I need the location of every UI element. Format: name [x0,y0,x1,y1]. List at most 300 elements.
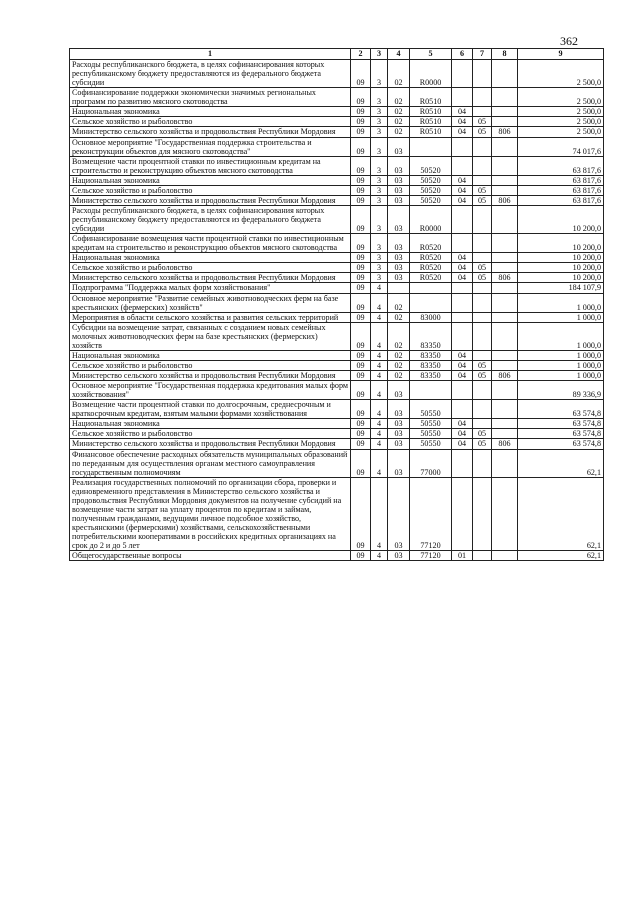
code-col-4: 02 [388,360,410,370]
code-col-4: 02 [388,88,410,107]
code-col-6: 04 [452,263,473,273]
code-col-6: 04 [452,195,473,205]
code-col-3: 3 [371,234,388,253]
code-col-5: 83350 [410,322,452,350]
code-col-6: 04 [452,273,473,283]
row-name: Сельское хозяйство и рыболовство [70,429,351,439]
code-col-7 [473,400,492,419]
code-col-6 [452,449,473,477]
code-col-4: 03 [388,195,410,205]
code-col-6: 04 [452,175,473,185]
code-col-3: 3 [371,60,388,88]
row-sum: 1 000,0 [518,371,604,381]
code-col-4: 02 [388,312,410,322]
code-col-7: 05 [473,127,492,137]
code-col-2: 09 [351,419,371,429]
code-col-5: 50520 [410,195,452,205]
code-col-2: 09 [351,175,371,185]
table-row [70,253,604,263]
code-col-2: 09 [351,205,371,233]
code-col-6: 04 [452,185,473,195]
code-col-5: 50520 [410,185,452,195]
row-name: Национальная экономика [70,419,351,429]
code-col-3: 4 [371,381,388,400]
code-col-4: 03 [388,381,410,400]
code-col-4: 02 [388,350,410,360]
row-sum: 74 017,6 [518,137,604,156]
code-col-5 [410,137,452,156]
code-col-8: 806 [492,195,518,205]
code-col-2: 09 [351,312,371,322]
code-col-5: 50520 [410,156,452,175]
code-col-8 [492,449,518,477]
row-name: Возмещение части процентной ставки по долгосрочным, среднесрочным и краткосрочным кредитам, взятым малыми формами хозяйствования [70,400,351,419]
code-col-5 [410,293,452,312]
code-col-4: 02 [388,127,410,137]
code-col-6 [452,312,473,322]
code-col-7 [473,322,492,350]
code-col-6: 04 [452,360,473,370]
code-col-2: 09 [351,360,371,370]
code-col-4: 03 [388,205,410,233]
code-col-3: 4 [371,439,388,449]
table-row [70,60,604,88]
code-col-3: 3 [371,253,388,263]
code-col-3: 3 [371,175,388,185]
row-sum: 63 817,6 [518,195,604,205]
row-name: Расходы республиканского бюджета, в целях софинансирования которых республиканскому бюджету предоставляются из федерального бюджета субсидии [70,205,351,233]
code-col-7 [473,449,492,477]
row-sum: 10 200,0 [518,263,604,273]
code-col-5: R0510 [410,88,452,107]
code-col-2: 09 [351,381,371,400]
row-sum: 63 574,8 [518,439,604,449]
header-col-9: 9 [518,49,604,60]
row-name: Реализация государственных полномочий по организации сбора, проверки и единовременного представления в Министерство сельского хозяйства и продовольствия Республики Мордовия документов на получение субсидий на возмещение части затрат на уплату процентов по кредитам и займам, полученным гражданами, ведущими личное подсобное хозяйство, крестьянскими (фермерскими) хозяйствами, сельскохозяйственными потребительскими кооперативами в российских кредитных организациях на срок до 2 и до 5 лет [70,477,351,551]
code-col-8 [492,137,518,156]
code-col-8 [492,60,518,88]
table-row [70,205,604,233]
code-col-3: 4 [371,371,388,381]
table-row [70,360,604,370]
row-sum: 63 574,8 [518,429,604,439]
code-col-8 [492,117,518,127]
row-name: Министерство сельского хозяйства и продовольствия Республики Мордовия [70,371,351,381]
table-row [70,429,604,439]
code-col-6 [452,477,473,551]
code-col-6 [452,60,473,88]
row-name: Подпрограмма "Поддержка малых форм хозяйствования" [70,283,351,293]
row-sum: 63 574,8 [518,400,604,419]
code-col-7 [473,312,492,322]
code-col-4: 03 [388,185,410,195]
code-col-7: 05 [473,185,492,195]
code-col-5 [410,381,452,400]
code-col-4: 03 [388,429,410,439]
code-col-4: 03 [388,156,410,175]
table-row [70,185,604,195]
code-col-3: 3 [371,273,388,283]
code-col-4: 03 [388,175,410,185]
code-col-8: 806 [492,273,518,283]
code-col-5: 83350 [410,371,452,381]
code-col-8 [492,293,518,312]
code-col-7 [473,253,492,263]
table-row [70,477,604,551]
code-col-3: 3 [371,156,388,175]
row-name: Сельское хозяйство и рыболовство [70,263,351,273]
code-col-5: 77000 [410,449,452,477]
code-col-3: 4 [371,360,388,370]
code-col-6 [452,322,473,350]
code-col-2: 09 [351,127,371,137]
code-col-2: 09 [351,283,371,293]
row-name: Сельское хозяйство и рыболовство [70,117,351,127]
row-sum: 2 500,0 [518,127,604,137]
code-col-5: R0000 [410,205,452,233]
table-row [70,117,604,127]
code-col-7 [473,234,492,253]
code-col-8 [492,400,518,419]
code-col-7 [473,293,492,312]
code-col-4: 02 [388,293,410,312]
code-col-7: 05 [473,371,492,381]
code-col-8 [492,253,518,263]
code-col-5: R0520 [410,234,452,253]
row-sum: 10 200,0 [518,234,604,253]
row-name: Сельское хозяйство и рыболовство [70,360,351,370]
code-col-5: 50550 [410,400,452,419]
code-col-6 [452,283,473,293]
code-col-8 [492,156,518,175]
code-col-2: 09 [351,371,371,381]
table-row [70,322,604,350]
table-row [70,439,604,449]
code-col-5: 77120 [410,551,452,561]
code-col-7 [473,156,492,175]
table-row [70,419,604,429]
header-col-7: 7 [473,49,492,60]
row-name: Основное мероприятие "Государственная поддержка строительства и реконструкции объектов для мясного скотоводства" [70,137,351,156]
code-col-5: 50550 [410,419,452,429]
row-name: Финансовое обеспечение расходных обязательств муниципальных образований по переданным для осуществления органам местного самоуправления государственным полномочиям [70,449,351,477]
table-row [70,88,604,107]
code-col-4: 03 [388,477,410,551]
row-name: Национальная экономика [70,107,351,117]
code-col-2: 09 [351,322,371,350]
code-col-6 [452,381,473,400]
row-name: Мероприятия в области сельского хозяйства и развития сельских территорий [70,312,351,322]
code-col-2: 09 [351,137,371,156]
row-name: Расходы республиканского бюджета, в целях софинансирования которых республиканскому бюджету предоставляются из федерального бюджета субсидии [70,60,351,88]
code-col-3: 4 [371,283,388,293]
code-col-7 [473,283,492,293]
code-col-4: 03 [388,400,410,419]
row-sum: 89 336,9 [518,381,604,400]
code-col-7 [473,88,492,107]
row-name: Основное мероприятие "Государственная поддержка кредитования малых форм хозяйствования" [70,381,351,400]
code-col-2: 09 [351,263,371,273]
table-row [70,195,604,205]
code-col-3: 3 [371,137,388,156]
page-number: 362 [560,34,578,48]
code-col-6: 04 [452,371,473,381]
code-col-6: 04 [452,253,473,263]
row-name: Национальная экономика [70,175,351,185]
code-col-5: R0520 [410,273,452,283]
row-sum: 62,1 [518,551,604,561]
row-name: Министерство сельского хозяйства и продовольствия Республики Мордовия [70,127,351,137]
code-col-7: 05 [473,117,492,127]
code-col-2: 09 [351,234,371,253]
header-col-2: 2 [351,49,371,60]
table-row [70,273,604,283]
row-sum: 63 574,8 [518,419,604,429]
code-col-6 [452,293,473,312]
code-col-5: R0520 [410,263,452,273]
code-col-2: 09 [351,195,371,205]
code-col-2: 09 [351,185,371,195]
code-col-7 [473,60,492,88]
table-row [70,156,604,175]
code-col-7 [473,175,492,185]
code-col-6: 04 [452,117,473,127]
code-col-5: 83350 [410,350,452,360]
code-col-7 [473,205,492,233]
table-row [70,234,604,253]
row-name: Национальная экономика [70,253,351,263]
row-sum: 63 817,6 [518,175,604,185]
row-name: Субсидии на возмещение затрат, связанных с созданием новых семейных молочных животноводческих ферм на базе крестьянских (фермерских) хозяйств [70,322,351,350]
header-col-8: 8 [492,49,518,60]
budget-table [69,48,604,561]
code-col-2: 09 [351,273,371,283]
table-row [70,449,604,477]
code-col-7 [473,381,492,400]
table-row [70,263,604,273]
code-col-8 [492,107,518,117]
code-col-8 [492,88,518,107]
code-col-7 [473,551,492,561]
code-col-4 [388,283,410,293]
code-col-6: 04 [452,419,473,429]
code-col-5: 50550 [410,429,452,439]
code-col-4: 03 [388,253,410,263]
code-col-3: 3 [371,195,388,205]
code-col-6: 04 [452,429,473,439]
table-body [70,60,604,561]
table-row [70,293,604,312]
row-sum: 63 817,6 [518,185,604,195]
code-col-6 [452,156,473,175]
row-sum: 62,1 [518,477,604,551]
code-col-8 [492,429,518,439]
code-col-2: 09 [351,88,371,107]
table-row [70,551,604,561]
code-col-3: 3 [371,117,388,127]
row-name: Министерство сельского хозяйства и продовольствия Республики Мордовия [70,273,351,283]
row-name: Национальная экономика [70,350,351,360]
code-col-2: 09 [351,551,371,561]
code-col-5: 50520 [410,175,452,185]
row-sum: 1 000,0 [518,322,604,350]
code-col-7 [473,477,492,551]
code-col-4: 02 [388,322,410,350]
code-col-6: 04 [452,350,473,360]
code-col-6 [452,400,473,419]
row-sum: 2 500,0 [518,107,604,117]
row-name: Сельское хозяйство и рыболовство [70,185,351,195]
table-row [70,137,604,156]
table-row [70,381,604,400]
code-col-8 [492,283,518,293]
code-col-3: 4 [371,293,388,312]
code-col-6: 04 [452,107,473,117]
code-col-4: 02 [388,117,410,127]
code-col-2: 09 [351,107,371,117]
code-col-5: 83350 [410,360,452,370]
row-sum: 2 500,0 [518,60,604,88]
code-col-2: 09 [351,429,371,439]
code-col-4: 02 [388,371,410,381]
code-col-7: 05 [473,360,492,370]
code-col-3: 4 [371,419,388,429]
code-col-8 [492,551,518,561]
code-col-4: 03 [388,449,410,477]
code-col-3: 4 [371,322,388,350]
row-sum: 10 200,0 [518,253,604,263]
code-col-7: 05 [473,439,492,449]
table-row [70,283,604,293]
row-name: Софинансирование возмещения части процентной ставки по инвестиционным кредитам на строительство и реконструкцию объектов мясного скотоводства [70,234,351,253]
code-col-5: R0000 [410,60,452,88]
code-col-8 [492,419,518,429]
row-sum: 63 817,6 [518,156,604,175]
code-col-3: 4 [371,350,388,360]
code-col-3: 3 [371,185,388,195]
code-col-2: 09 [351,477,371,551]
row-sum: 62,1 [518,449,604,477]
code-col-2: 09 [351,156,371,175]
code-col-3: 3 [371,205,388,233]
code-col-3: 3 [371,107,388,117]
header-col-6: 6 [452,49,473,60]
code-col-4: 03 [388,263,410,273]
table-row [70,175,604,185]
code-col-3: 4 [371,551,388,561]
code-col-6 [452,234,473,253]
code-col-3: 4 [371,477,388,551]
code-col-7: 05 [473,429,492,439]
row-name: Министерство сельского хозяйства и продовольствия Республики Мордовия [70,439,351,449]
code-col-5: R0510 [410,117,452,127]
row-sum: 2 500,0 [518,88,604,107]
code-col-4: 02 [388,60,410,88]
code-col-3: 4 [371,400,388,419]
code-col-3: 4 [371,429,388,439]
header-col-5: 5 [410,49,452,60]
code-col-7: 05 [473,195,492,205]
table-row [70,350,604,360]
code-col-8 [492,185,518,195]
code-col-4: 03 [388,137,410,156]
code-col-5: 77120 [410,477,452,551]
code-col-2: 09 [351,253,371,263]
code-col-4: 03 [388,419,410,429]
code-col-2: 09 [351,350,371,360]
code-col-6: 04 [452,439,473,449]
row-sum: 184 107,9 [518,283,604,293]
row-sum: 1 000,0 [518,312,604,322]
code-col-2: 09 [351,60,371,88]
code-col-3: 3 [371,263,388,273]
table-row [70,127,604,137]
code-col-7 [473,107,492,117]
code-col-8: 806 [492,371,518,381]
row-name: Основное мероприятие "Развитие семейных животноводческих ферм на базе крестьянских (фермерских) хозяйств" [70,293,351,312]
table-row [70,107,604,117]
code-col-2: 09 [351,117,371,127]
header-col-3: 3 [371,49,388,60]
code-col-6: 04 [452,127,473,137]
row-name: Общегосударственные вопросы [70,551,351,561]
code-col-5: R0510 [410,107,452,117]
code-col-8 [492,312,518,322]
code-col-6 [452,88,473,107]
table-row [70,312,604,322]
code-col-4: 03 [388,551,410,561]
code-col-2: 09 [351,449,371,477]
code-col-3: 3 [371,127,388,137]
code-col-5 [410,283,452,293]
header-col-1: 1 [70,49,351,60]
code-col-8: 806 [492,127,518,137]
code-col-5: 83000 [410,312,452,322]
code-col-7: 05 [473,263,492,273]
header-col-4: 4 [388,49,410,60]
row-sum: 2 500,0 [518,117,604,127]
code-col-2: 09 [351,293,371,312]
row-sum: 10 200,0 [518,273,604,283]
code-col-7: 05 [473,273,492,283]
code-col-4: 02 [388,107,410,117]
code-col-5: R0510 [410,127,452,137]
code-col-3: 3 [371,88,388,107]
row-name: Министерство сельского хозяйства и продовольствия Республики Мордовия [70,195,351,205]
code-col-8 [492,175,518,185]
code-col-7 [473,137,492,156]
code-col-3: 4 [371,312,388,322]
code-col-8 [492,350,518,360]
code-col-6 [452,205,473,233]
code-col-8 [492,263,518,273]
code-col-8 [492,322,518,350]
code-col-8 [492,205,518,233]
code-col-8 [492,234,518,253]
code-col-4: 03 [388,439,410,449]
code-col-5: 50550 [410,439,452,449]
code-col-4: 03 [388,234,410,253]
table-row [70,371,604,381]
code-col-6 [452,137,473,156]
code-col-8 [492,381,518,400]
row-sum: 1 000,0 [518,360,604,370]
code-col-8 [492,477,518,551]
table-row [70,400,604,419]
code-col-4: 03 [388,273,410,283]
code-col-8 [492,360,518,370]
row-sum: 1 000,0 [518,293,604,312]
